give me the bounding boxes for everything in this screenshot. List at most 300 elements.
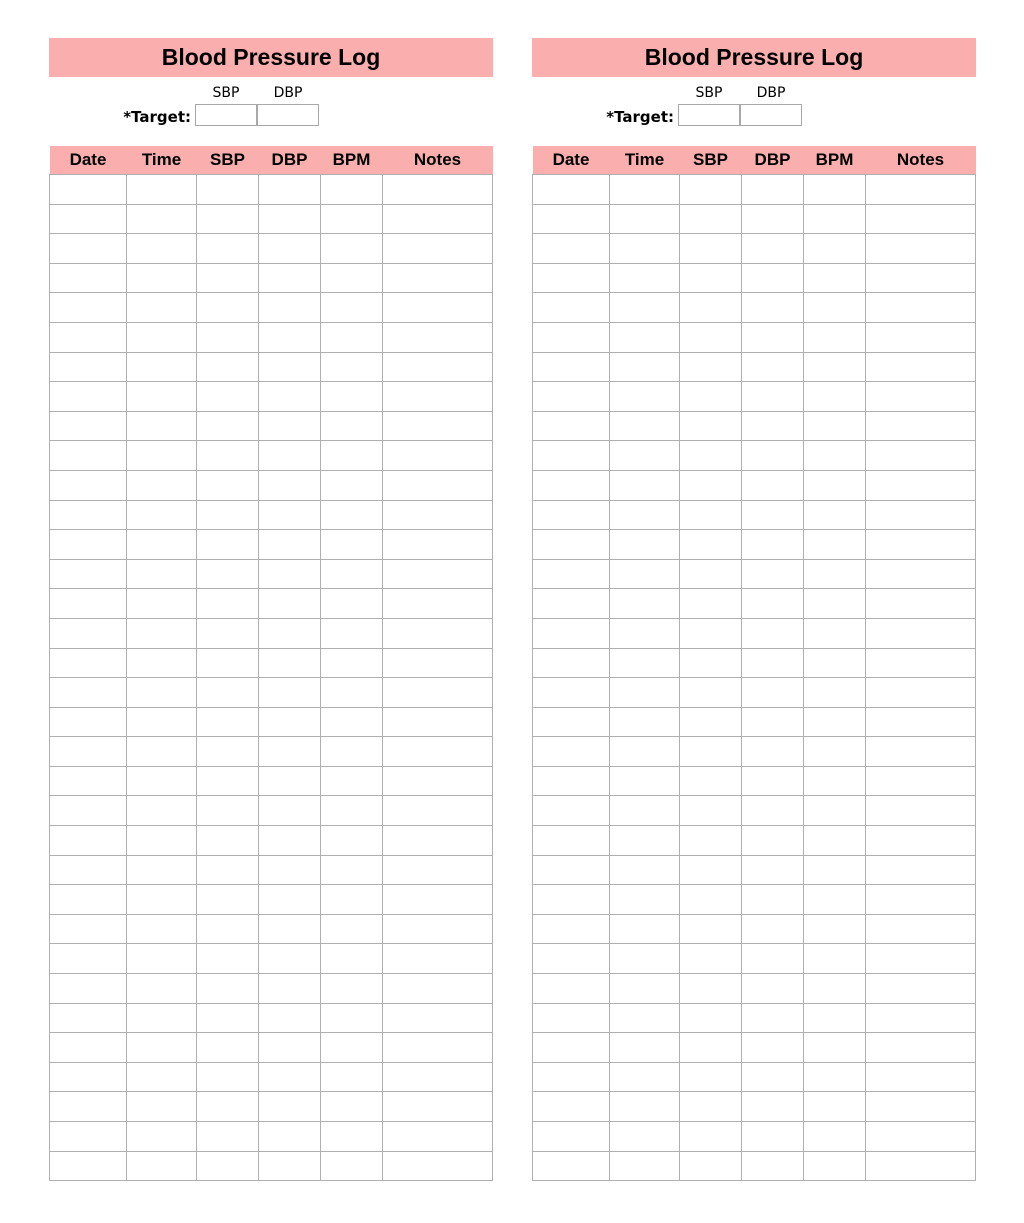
table-cell-time[interactable] <box>127 618 197 648</box>
table-cell-date[interactable] <box>533 470 610 500</box>
table-cell-notes[interactable] <box>866 1092 976 1122</box>
table-cell-date[interactable] <box>533 914 610 944</box>
table-cell-bpm[interactable] <box>804 885 866 915</box>
table-cell-sbp[interactable] <box>680 885 742 915</box>
table-cell-notes[interactable] <box>383 1092 493 1122</box>
table-cell-date[interactable] <box>50 914 127 944</box>
table-cell-date[interactable] <box>533 1033 610 1063</box>
table-cell-bpm[interactable] <box>321 352 383 382</box>
table-cell-time[interactable] <box>127 589 197 619</box>
table-cell-notes[interactable] <box>866 411 976 441</box>
table-cell-notes[interactable] <box>866 914 976 944</box>
table-cell-notes[interactable] <box>383 885 493 915</box>
table-cell-sbp[interactable] <box>197 648 259 678</box>
table-cell-notes[interactable] <box>383 796 493 826</box>
table-cell-time[interactable] <box>610 796 680 826</box>
table-cell-sbp[interactable] <box>197 1122 259 1152</box>
table-cell-time[interactable] <box>610 559 680 589</box>
table-cell-notes[interactable] <box>383 1003 493 1033</box>
table-cell-notes[interactable] <box>383 470 493 500</box>
table-cell-date[interactable] <box>533 707 610 737</box>
table-cell-dbp[interactable] <box>259 796 321 826</box>
table-cell-dbp[interactable] <box>742 382 804 412</box>
table-cell-notes[interactable] <box>383 737 493 767</box>
table-cell-time[interactable] <box>127 648 197 678</box>
table-cell-date[interactable] <box>533 441 610 471</box>
table-cell-dbp[interactable] <box>259 737 321 767</box>
table-cell-notes[interactable] <box>383 441 493 471</box>
table-cell-dbp[interactable] <box>742 618 804 648</box>
table-cell-time[interactable] <box>610 826 680 856</box>
table-cell-date[interactable] <box>50 737 127 767</box>
table-cell-time[interactable] <box>610 530 680 560</box>
table-cell-sbp[interactable] <box>680 944 742 974</box>
table-cell-notes[interactable] <box>383 204 493 234</box>
table-cell-bpm[interactable] <box>321 500 383 530</box>
table-cell-time[interactable] <box>127 855 197 885</box>
table-cell-date[interactable] <box>50 470 127 500</box>
table-cell-sbp[interactable] <box>680 914 742 944</box>
table-cell-time[interactable] <box>610 1092 680 1122</box>
table-cell-date[interactable] <box>533 293 610 323</box>
table-cell-notes[interactable] <box>866 441 976 471</box>
table-cell-notes[interactable] <box>383 263 493 293</box>
table-cell-sbp[interactable] <box>680 766 742 796</box>
table-cell-time[interactable] <box>610 234 680 264</box>
table-cell-bpm[interactable] <box>804 855 866 885</box>
table-cell-sbp[interactable] <box>197 530 259 560</box>
table-cell-time[interactable] <box>610 1033 680 1063</box>
table-cell-notes[interactable] <box>383 766 493 796</box>
table-cell-bpm[interactable] <box>321 559 383 589</box>
table-cell-dbp[interactable] <box>742 885 804 915</box>
table-cell-sbp[interactable] <box>197 441 259 471</box>
table-cell-time[interactable] <box>610 204 680 234</box>
table-cell-dbp[interactable] <box>742 796 804 826</box>
table-cell-bpm[interactable] <box>321 1033 383 1063</box>
table-cell-date[interactable] <box>533 737 610 767</box>
table-cell-bpm[interactable] <box>804 175 866 205</box>
table-cell-time[interactable] <box>127 885 197 915</box>
table-cell-sbp[interactable] <box>680 855 742 885</box>
table-cell-time[interactable] <box>610 678 680 708</box>
table-cell-bpm[interactable] <box>321 263 383 293</box>
table-cell-dbp[interactable] <box>259 885 321 915</box>
table-cell-date[interactable] <box>50 1062 127 1092</box>
table-cell-date[interactable] <box>50 204 127 234</box>
table-cell-notes[interactable] <box>383 648 493 678</box>
table-cell-dbp[interactable] <box>742 1062 804 1092</box>
table-cell-time[interactable] <box>610 1122 680 1152</box>
table-cell-date[interactable] <box>533 974 610 1004</box>
table-cell-sbp[interactable] <box>680 559 742 589</box>
table-cell-date[interactable] <box>533 766 610 796</box>
table-cell-notes[interactable] <box>383 826 493 856</box>
table-cell-bpm[interactable] <box>804 589 866 619</box>
table-cell-bpm[interactable] <box>321 826 383 856</box>
table-cell-sbp[interactable] <box>197 382 259 412</box>
table-cell-notes[interactable] <box>866 204 976 234</box>
table-cell-time[interactable] <box>127 470 197 500</box>
table-cell-bpm[interactable] <box>804 707 866 737</box>
table-cell-bpm[interactable] <box>321 618 383 648</box>
table-cell-notes[interactable] <box>866 944 976 974</box>
table-cell-dbp[interactable] <box>259 1003 321 1033</box>
table-cell-date[interactable] <box>533 796 610 826</box>
table-cell-bpm[interactable] <box>321 648 383 678</box>
table-cell-dbp[interactable] <box>259 382 321 412</box>
table-cell-time[interactable] <box>610 1003 680 1033</box>
table-cell-time[interactable] <box>610 1062 680 1092</box>
table-cell-dbp[interactable] <box>742 1122 804 1152</box>
table-cell-time[interactable] <box>610 470 680 500</box>
table-cell-sbp[interactable] <box>197 766 259 796</box>
table-cell-dbp[interactable] <box>742 1092 804 1122</box>
table-cell-sbp[interactable] <box>197 796 259 826</box>
table-cell-bpm[interactable] <box>804 944 866 974</box>
table-cell-dbp[interactable] <box>742 855 804 885</box>
table-cell-time[interactable] <box>127 678 197 708</box>
table-cell-sbp[interactable] <box>680 234 742 264</box>
table-cell-time[interactable] <box>610 1151 680 1181</box>
table-cell-sbp[interactable] <box>680 293 742 323</box>
table-cell-sbp[interactable] <box>197 352 259 382</box>
table-cell-time[interactable] <box>610 382 680 412</box>
table-cell-dbp[interactable] <box>259 1122 321 1152</box>
table-cell-dbp[interactable] <box>742 530 804 560</box>
table-cell-sbp[interactable] <box>197 1033 259 1063</box>
table-cell-sbp[interactable] <box>680 352 742 382</box>
table-cell-sbp[interactable] <box>197 234 259 264</box>
table-cell-sbp[interactable] <box>680 175 742 205</box>
table-cell-time[interactable] <box>127 500 197 530</box>
table-cell-sbp[interactable] <box>680 382 742 412</box>
table-cell-bpm[interactable] <box>321 707 383 737</box>
table-cell-notes[interactable] <box>866 470 976 500</box>
table-cell-bpm[interactable] <box>321 382 383 412</box>
table-cell-dbp[interactable] <box>259 559 321 589</box>
table-cell-bpm[interactable] <box>804 441 866 471</box>
table-cell-date[interactable] <box>533 382 610 412</box>
table-cell-dbp[interactable] <box>259 1033 321 1063</box>
table-cell-time[interactable] <box>127 1003 197 1033</box>
table-cell-date[interactable] <box>533 944 610 974</box>
table-cell-notes[interactable] <box>866 500 976 530</box>
table-cell-date[interactable] <box>533 1151 610 1181</box>
table-cell-sbp[interactable] <box>680 263 742 293</box>
table-cell-notes[interactable] <box>383 530 493 560</box>
table-cell-time[interactable] <box>127 204 197 234</box>
table-cell-date[interactable] <box>533 885 610 915</box>
table-cell-dbp[interactable] <box>259 855 321 885</box>
table-cell-notes[interactable] <box>383 293 493 323</box>
table-cell-dbp[interactable] <box>742 648 804 678</box>
table-cell-date[interactable] <box>533 1003 610 1033</box>
table-cell-sbp[interactable] <box>680 707 742 737</box>
table-cell-notes[interactable] <box>383 382 493 412</box>
table-cell-dbp[interactable] <box>259 914 321 944</box>
table-cell-notes[interactable] <box>866 382 976 412</box>
table-cell-sbp[interactable] <box>680 678 742 708</box>
table-cell-sbp[interactable] <box>197 618 259 648</box>
table-cell-sbp[interactable] <box>197 1062 259 1092</box>
table-cell-bpm[interactable] <box>804 914 866 944</box>
table-cell-sbp[interactable] <box>680 737 742 767</box>
table-cell-dbp[interactable] <box>742 914 804 944</box>
table-cell-dbp[interactable] <box>259 1151 321 1181</box>
table-cell-notes[interactable] <box>383 678 493 708</box>
table-cell-date[interactable] <box>50 1092 127 1122</box>
table-cell-sbp[interactable] <box>680 1003 742 1033</box>
table-cell-date[interactable] <box>533 352 610 382</box>
table-cell-sbp[interactable] <box>680 796 742 826</box>
table-cell-bpm[interactable] <box>321 914 383 944</box>
table-cell-sbp[interactable] <box>197 175 259 205</box>
table-cell-notes[interactable] <box>383 352 493 382</box>
table-cell-sbp[interactable] <box>197 1092 259 1122</box>
table-cell-dbp[interactable] <box>742 1003 804 1033</box>
table-cell-sbp[interactable] <box>197 293 259 323</box>
table-cell-date[interactable] <box>533 500 610 530</box>
target-sbp-field[interactable] <box>678 104 740 126</box>
table-cell-sbp[interactable] <box>680 618 742 648</box>
table-cell-dbp[interactable] <box>742 1151 804 1181</box>
table-cell-bpm[interactable] <box>804 500 866 530</box>
table-cell-time[interactable] <box>610 618 680 648</box>
table-cell-notes[interactable] <box>866 530 976 560</box>
table-cell-dbp[interactable] <box>742 766 804 796</box>
table-cell-bpm[interactable] <box>321 855 383 885</box>
table-cell-dbp[interactable] <box>259 826 321 856</box>
table-cell-bpm[interactable] <box>804 648 866 678</box>
table-cell-notes[interactable] <box>866 766 976 796</box>
table-cell-dbp[interactable] <box>742 707 804 737</box>
table-cell-time[interactable] <box>127 1033 197 1063</box>
table-cell-sbp[interactable] <box>680 1151 742 1181</box>
table-cell-notes[interactable] <box>866 826 976 856</box>
table-cell-dbp[interactable] <box>259 1062 321 1092</box>
table-cell-dbp[interactable] <box>259 322 321 352</box>
table-cell-time[interactable] <box>610 441 680 471</box>
table-cell-notes[interactable] <box>866 352 976 382</box>
table-cell-date[interactable] <box>50 263 127 293</box>
table-cell-sbp[interactable] <box>197 559 259 589</box>
table-cell-time[interactable] <box>127 175 197 205</box>
table-cell-time[interactable] <box>610 737 680 767</box>
table-cell-dbp[interactable] <box>742 470 804 500</box>
table-cell-time[interactable] <box>610 648 680 678</box>
table-cell-notes[interactable] <box>383 589 493 619</box>
table-cell-date[interactable] <box>533 589 610 619</box>
table-cell-bpm[interactable] <box>804 766 866 796</box>
table-cell-time[interactable] <box>127 352 197 382</box>
table-cell-sbp[interactable] <box>197 944 259 974</box>
table-cell-bpm[interactable] <box>804 678 866 708</box>
table-cell-sbp[interactable] <box>197 322 259 352</box>
table-cell-sbp[interactable] <box>197 737 259 767</box>
table-cell-date[interactable] <box>50 1151 127 1181</box>
table-cell-sbp[interactable] <box>680 1092 742 1122</box>
table-cell-dbp[interactable] <box>742 293 804 323</box>
table-cell-bpm[interactable] <box>321 944 383 974</box>
table-cell-date[interactable] <box>533 530 610 560</box>
table-cell-sbp[interactable] <box>197 411 259 441</box>
table-cell-sbp[interactable] <box>680 1033 742 1063</box>
table-cell-date[interactable] <box>50 1003 127 1033</box>
table-cell-sbp[interactable] <box>680 322 742 352</box>
table-cell-dbp[interactable] <box>259 234 321 264</box>
table-cell-date[interactable] <box>50 766 127 796</box>
table-cell-bpm[interactable] <box>804 263 866 293</box>
table-cell-bpm[interactable] <box>321 1003 383 1033</box>
table-cell-notes[interactable] <box>383 559 493 589</box>
table-cell-bpm[interactable] <box>321 766 383 796</box>
table-cell-time[interactable] <box>610 944 680 974</box>
table-cell-sbp[interactable] <box>680 589 742 619</box>
table-cell-bpm[interactable] <box>321 1122 383 1152</box>
table-cell-date[interactable] <box>533 234 610 264</box>
table-cell-notes[interactable] <box>383 914 493 944</box>
table-cell-date[interactable] <box>50 352 127 382</box>
table-cell-notes[interactable] <box>866 648 976 678</box>
table-cell-time[interactable] <box>127 944 197 974</box>
table-cell-time[interactable] <box>127 441 197 471</box>
table-cell-notes[interactable] <box>383 944 493 974</box>
table-cell-time[interactable] <box>610 263 680 293</box>
table-cell-time[interactable] <box>610 352 680 382</box>
table-cell-sbp[interactable] <box>680 826 742 856</box>
table-cell-date[interactable] <box>533 678 610 708</box>
table-cell-dbp[interactable] <box>259 175 321 205</box>
table-cell-dbp[interactable] <box>742 322 804 352</box>
table-cell-dbp[interactable] <box>742 589 804 619</box>
table-cell-bpm[interactable] <box>321 678 383 708</box>
table-cell-date[interactable] <box>50 530 127 560</box>
table-cell-time[interactable] <box>610 885 680 915</box>
table-cell-dbp[interactable] <box>259 352 321 382</box>
table-cell-sbp[interactable] <box>680 974 742 1004</box>
table-cell-time[interactable] <box>127 974 197 1004</box>
table-cell-dbp[interactable] <box>259 648 321 678</box>
table-cell-sbp[interactable] <box>680 530 742 560</box>
table-cell-notes[interactable] <box>383 618 493 648</box>
table-cell-time[interactable] <box>610 766 680 796</box>
table-cell-sbp[interactable] <box>680 441 742 471</box>
table-cell-date[interactable] <box>533 411 610 441</box>
table-cell-bpm[interactable] <box>804 382 866 412</box>
table-cell-dbp[interactable] <box>742 263 804 293</box>
table-cell-dbp[interactable] <box>742 500 804 530</box>
table-cell-sbp[interactable] <box>197 974 259 1004</box>
table-cell-notes[interactable] <box>383 500 493 530</box>
table-cell-notes[interactable] <box>866 855 976 885</box>
table-cell-sbp[interactable] <box>197 707 259 737</box>
table-cell-bpm[interactable] <box>804 974 866 1004</box>
table-cell-bpm[interactable] <box>804 204 866 234</box>
table-cell-dbp[interactable] <box>259 441 321 471</box>
table-cell-notes[interactable] <box>866 322 976 352</box>
table-cell-sbp[interactable] <box>197 826 259 856</box>
table-cell-time[interactable] <box>127 382 197 412</box>
table-cell-time[interactable] <box>127 1122 197 1152</box>
table-cell-notes[interactable] <box>866 559 976 589</box>
table-cell-time[interactable] <box>127 559 197 589</box>
table-cell-sbp[interactable] <box>197 1003 259 1033</box>
table-cell-bpm[interactable] <box>804 826 866 856</box>
table-cell-notes[interactable] <box>383 1151 493 1181</box>
table-cell-time[interactable] <box>610 500 680 530</box>
table-cell-bpm[interactable] <box>804 1062 866 1092</box>
table-cell-date[interactable] <box>533 559 610 589</box>
table-cell-time[interactable] <box>610 175 680 205</box>
table-cell-sbp[interactable] <box>680 648 742 678</box>
table-cell-bpm[interactable] <box>804 530 866 560</box>
table-cell-dbp[interactable] <box>742 234 804 264</box>
table-cell-dbp[interactable] <box>259 293 321 323</box>
table-cell-bpm[interactable] <box>321 293 383 323</box>
table-cell-date[interactable] <box>50 322 127 352</box>
table-cell-dbp[interactable] <box>742 204 804 234</box>
table-cell-notes[interactable] <box>866 707 976 737</box>
table-cell-dbp[interactable] <box>742 175 804 205</box>
table-cell-time[interactable] <box>610 293 680 323</box>
table-cell-sbp[interactable] <box>680 1062 742 1092</box>
table-cell-notes[interactable] <box>866 737 976 767</box>
table-cell-date[interactable] <box>533 263 610 293</box>
table-cell-sbp[interactable] <box>197 855 259 885</box>
table-cell-dbp[interactable] <box>742 559 804 589</box>
table-cell-bpm[interactable] <box>804 293 866 323</box>
table-cell-date[interactable] <box>533 204 610 234</box>
table-cell-notes[interactable] <box>866 263 976 293</box>
table-cell-notes[interactable] <box>383 974 493 1004</box>
table-cell-time[interactable] <box>127 737 197 767</box>
table-cell-date[interactable] <box>533 322 610 352</box>
table-cell-date[interactable] <box>50 559 127 589</box>
table-cell-time[interactable] <box>610 855 680 885</box>
table-cell-sbp[interactable] <box>197 885 259 915</box>
table-cell-dbp[interactable] <box>742 944 804 974</box>
table-cell-date[interactable] <box>50 589 127 619</box>
table-cell-bpm[interactable] <box>321 470 383 500</box>
table-cell-date[interactable] <box>50 826 127 856</box>
table-cell-notes[interactable] <box>866 678 976 708</box>
table-cell-notes[interactable] <box>383 1033 493 1063</box>
table-cell-dbp[interactable] <box>259 470 321 500</box>
table-cell-time[interactable] <box>127 914 197 944</box>
table-cell-date[interactable] <box>533 618 610 648</box>
table-cell-bpm[interactable] <box>321 974 383 1004</box>
table-cell-date[interactable] <box>533 648 610 678</box>
table-cell-bpm[interactable] <box>804 411 866 441</box>
table-cell-date[interactable] <box>50 1122 127 1152</box>
table-cell-dbp[interactable] <box>259 411 321 441</box>
table-cell-dbp[interactable] <box>259 530 321 560</box>
table-cell-bpm[interactable] <box>321 175 383 205</box>
table-cell-date[interactable] <box>50 500 127 530</box>
table-cell-dbp[interactable] <box>259 589 321 619</box>
table-cell-sbp[interactable] <box>680 470 742 500</box>
table-cell-notes[interactable] <box>383 322 493 352</box>
table-cell-time[interactable] <box>127 1151 197 1181</box>
table-cell-notes[interactable] <box>383 234 493 264</box>
table-cell-notes[interactable] <box>866 1003 976 1033</box>
table-cell-time[interactable] <box>610 974 680 1004</box>
table-cell-sbp[interactable] <box>197 589 259 619</box>
table-cell-time[interactable] <box>127 530 197 560</box>
table-cell-time[interactable] <box>127 707 197 737</box>
table-cell-dbp[interactable] <box>259 263 321 293</box>
